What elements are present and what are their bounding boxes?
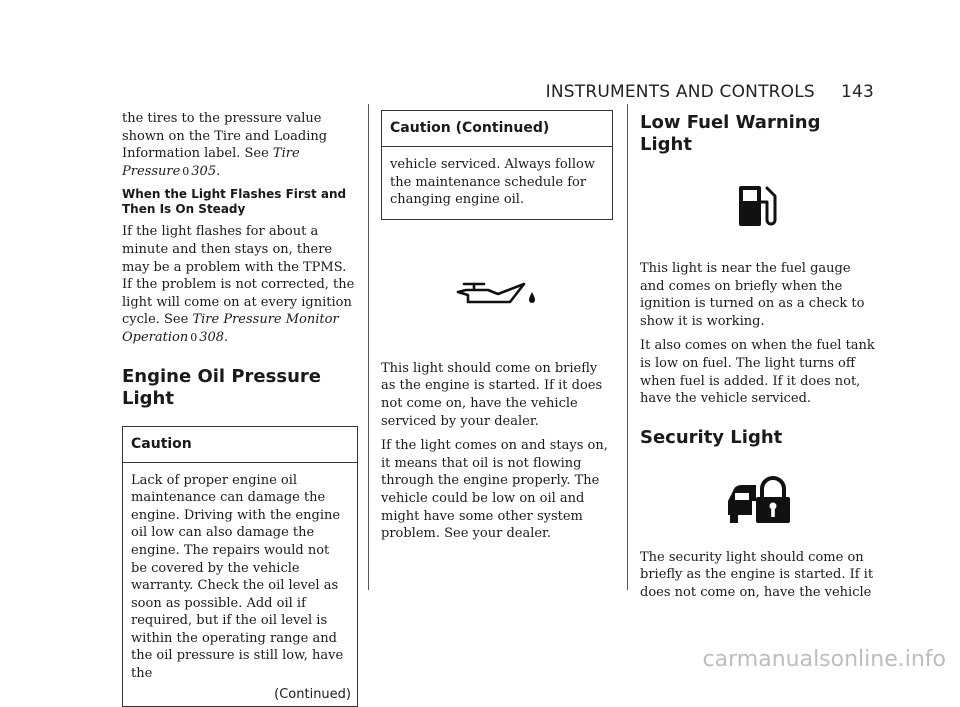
caution-continued-box xyxy=(381,110,613,220)
section-title: INSTRUMENTS AND CONTROLS xyxy=(545,82,815,102)
caution-body: Lack of proper engine oil maintenance can damage the engine. Driving with the engine oil low can also damage the engine. The repairs would not be covered by the vehicle warranty. Check the oil level as soon as possible. Add oil if required, but if the oil level is within the operating range and the oil pressure is still low, have the xyxy=(131,472,344,682)
page-ref-icon: 0 xyxy=(190,330,198,344)
oil-light-paragraph-2: If the light comes on and stays on, it means that oil is not flowing through the engine properly. The vehicle could be low on oil and might have some other system problem. See your dealer. xyxy=(381,438,608,542)
oil-light-paragraph-1: This light should come on briefly as the engine is started. If it does not come on, have the vehicle serviced by your dealer. xyxy=(381,360,603,429)
column-3 xyxy=(640,112,878,609)
column-divider-2 xyxy=(627,104,628,590)
caution-title: Caution xyxy=(123,427,357,463)
watermark: carmanualsonline.info xyxy=(702,647,946,672)
fuel-icon-wrap xyxy=(640,182,878,230)
security-light-paragraph: The security light should come on briefly as the engine is started. If it does not come on, have the vehicle xyxy=(640,549,874,600)
column-divider-1 xyxy=(368,104,369,590)
tpms-operation-link[interactable]: Tire Pressure Monitor Operation xyxy=(122,312,339,345)
column-2 xyxy=(381,110,613,550)
low-fuel-paragraph-1: This light is near the fuel gauge and comes on briefly when the ignition is turned on as a check to show it is working. xyxy=(640,261,865,329)
page-header xyxy=(546,82,874,102)
oil-pressure-icon-wrap xyxy=(381,278,613,308)
light-flashes-paragraph: If the light flashes for about a minute and then stays on, there may be a problem with the TPMS. If the problem is not corrected, the light will come on at every ignition cycle. See Tire Pressure Monitor Operation 0 308. xyxy=(122,224,355,345)
tire-pressure-page: 305 xyxy=(191,163,217,179)
page-number: 143 xyxy=(840,82,874,102)
caution-continued-body: vehicle serviced. Always follow the maintenance schedule for changing engine oil. xyxy=(390,157,595,208)
tire-pressure-paragraph: the tires to the pressure value shown on the Tire and Loading Information label. See Tire Pressure 0 305. xyxy=(122,111,328,179)
security-icon-wrap xyxy=(640,475,878,525)
oil-can-icon xyxy=(454,278,540,308)
page-ref-icon: 0 xyxy=(182,164,190,178)
column-1 xyxy=(122,110,358,707)
engine-oil-pressure-heading: Engine Oil Pressure Light xyxy=(122,365,321,409)
low-fuel-heading: Low Fuel Warning Light xyxy=(640,112,821,155)
low-fuel-paragraph-2: It also comes on when the fuel tank is low on fuel. The light turns off when fuel is added. If it does not, have the vehicle serviced. xyxy=(640,338,875,407)
caution-continued-title: Caution (Continued) xyxy=(382,111,612,147)
security-light-heading: Security Light xyxy=(640,426,783,448)
fuel-pump-icon xyxy=(737,182,781,230)
car-lock-icon xyxy=(726,475,792,525)
tire-pressure-link[interactable]: Tire Pressure xyxy=(122,146,300,179)
caution-box xyxy=(122,426,358,707)
continued-label: (Continued) xyxy=(274,686,351,702)
tpms-operation-page: 308 xyxy=(199,329,225,345)
light-flashes-subheading: When the Light Flashes First and Then Is On Steady xyxy=(122,187,347,217)
